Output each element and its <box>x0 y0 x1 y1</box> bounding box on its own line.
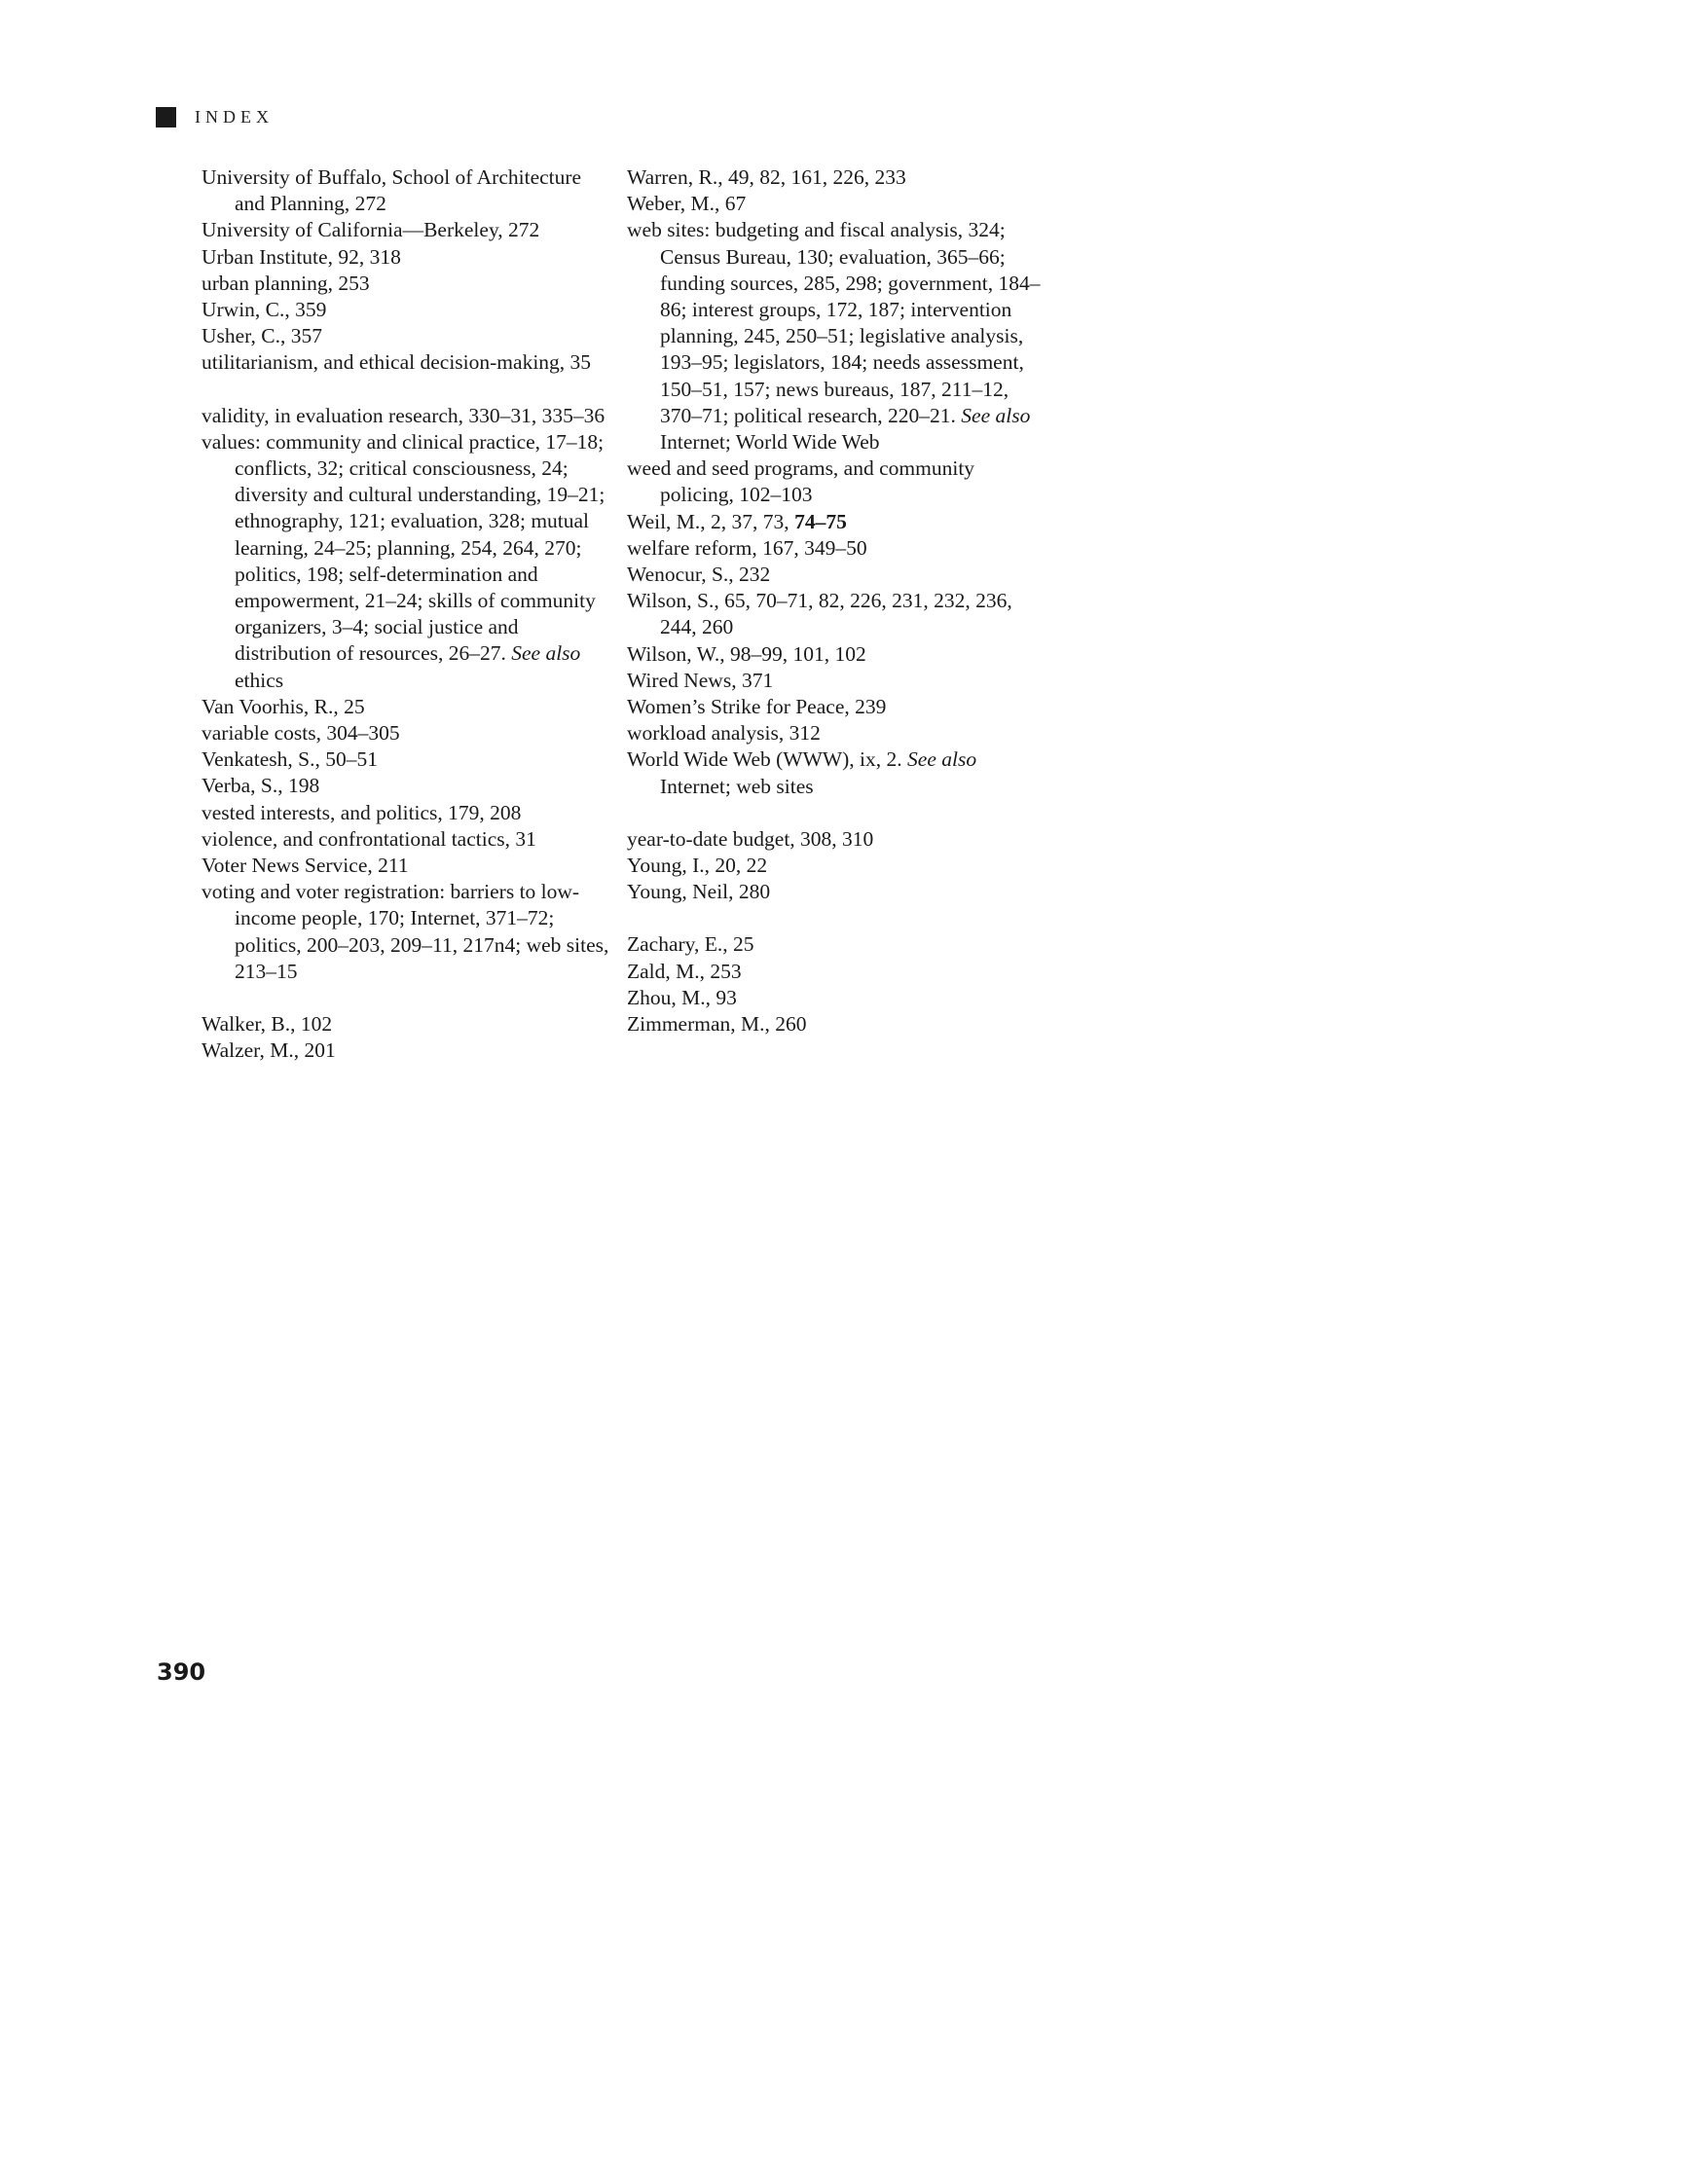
index-entry <box>627 720 1046 746</box>
index-entry <box>627 191 1046 217</box>
index-entry <box>202 720 610 746</box>
index-entry <box>627 509 1046 535</box>
index-entry-text: Urwin, C., 359 <box>202 298 327 322</box>
index-entry <box>202 349 610 376</box>
index-entry-text: web sites: budgeting and fiscal analysis, 324; Census Bureau, 130; evaluation, 365–66; funding sources, 285, 298; government, 184–86; interest groups, 172, 187; intervention planning, 245, 250–51; legislative analysis, 193–95; legislators, 184; needs assessment, 150–51, 157; news bureaus, 187, 211–12, 370–71; political research, 220–21. <box>627 218 1041 427</box>
index-entry <box>202 297 610 323</box>
index-entry-text: Zhou, M., 93 <box>627 985 737 1009</box>
letter-group-gap <box>627 800 1046 826</box>
index-entry <box>202 800 610 826</box>
index-entry-text: Women’s Strike for Peace, 239 <box>627 695 887 719</box>
index-entry-text: Zimmerman, M., 260 <box>627 1012 807 1037</box>
index-entry-text: University of Buffalo, School of Architecture and Planning, 272 <box>202 165 582 216</box>
index-column-right <box>627 164 1046 1037</box>
page-number: 390 <box>157 1658 206 1686</box>
index-entry <box>202 773 610 799</box>
index-entry-text: Van Voorhis, R., 25 <box>202 694 365 718</box>
index-entry-text: Weber, M., 67 <box>627 192 747 216</box>
letter-group-gap <box>202 377 610 403</box>
index-entry-text: workload analysis, 312 <box>627 721 821 746</box>
index-entry <box>627 746 1046 799</box>
index-entry-text: Venkatesh, S., 50–51 <box>202 747 378 772</box>
index-entry <box>627 668 1046 694</box>
index-entry-text: Verba, S., 198 <box>202 774 320 798</box>
index-entry <box>202 323 610 349</box>
index-entry-text: Warren, R., 49, 82, 161, 226, 233 <box>627 165 906 189</box>
index-entry <box>202 853 610 879</box>
see-also-label: See also <box>907 747 977 772</box>
index-entry <box>627 985 1046 1011</box>
see-also-target: Internet; World Wide Web <box>660 430 880 455</box>
index-entry <box>627 535 1046 562</box>
index-entry <box>627 879 1046 905</box>
index-entry <box>202 271 610 297</box>
index-entry-text: Zachary, E., 25 <box>627 932 754 957</box>
index-entry <box>627 455 1046 508</box>
see-also-label: See also <box>961 403 1031 427</box>
letter-group-gap <box>627 905 1046 931</box>
index-entry-text: Voter News Service, 211 <box>202 854 409 878</box>
index-entry <box>627 641 1046 668</box>
letter-group-gap <box>202 985 610 1011</box>
index-entry <box>202 1011 610 1037</box>
index-entry <box>627 562 1046 588</box>
index-entry <box>627 959 1046 985</box>
index-entry <box>202 217 610 243</box>
index-entry-text: violence, and confrontational tactics, 31 <box>202 826 536 851</box>
index-entry-text: utilitarianism, and ethical decision-making, 35 <box>202 350 592 375</box>
index-entry-text: year-to-date budget, 308, 310 <box>627 826 874 851</box>
index-entry-text: Wired News, 371 <box>627 668 774 692</box>
index-entry-text: values: community and clinical practice, 17–18; conflicts, 32; critical consciousness, 24; diversity and cultural understanding, 19–21; ethnography, 121; evaluation, 328; mutual learning, 24–25; planning, 254, 264, 270; politics, 198; self-determination and empowerment, 21–24; skills of community organizers, 3–4; social justice and distribution of resources, 26–27. <box>202 429 605 666</box>
index-entry-text: urban planning, 253 <box>202 271 370 295</box>
see-also-label: See also <box>511 641 581 666</box>
index-entry-text: World Wide Web (WWW), ix, 2. <box>627 747 908 772</box>
square-marker-icon <box>156 107 176 127</box>
running-head <box>156 105 274 128</box>
index-entry <box>627 826 1046 853</box>
running-head-label: INDEX <box>195 106 274 127</box>
index-entry <box>627 694 1046 720</box>
index-entry-text: Zald, M., 253 <box>627 959 742 983</box>
see-also-target: ethics <box>235 668 284 692</box>
index-entry <box>627 164 1046 191</box>
index-entry <box>627 1011 1046 1037</box>
index-entry-text: variable costs, 304–305 <box>202 721 400 746</box>
see-also-target: Internet; web sites <box>660 774 814 798</box>
index-entry <box>627 217 1046 455</box>
index-entry-text: University of California—Berkeley, 272 <box>202 218 540 242</box>
index-entry-text: voting and voter registration: barriers to low-income people, 170; Internet, 371–72; politics, 200–203, 209–11, 217n4; web sites, 213–15 <box>202 880 609 983</box>
index-entry-bold-pages: 74–75 <box>794 509 847 533</box>
index-entry-text: Walzer, M., 201 <box>202 1038 336 1063</box>
index-entry <box>202 746 610 773</box>
index-entry <box>202 403 610 429</box>
index-entry-text: Urban Institute, 92, 318 <box>202 244 401 269</box>
index-column-left <box>202 164 610 1065</box>
index-entry-text: Wilson, W., 98–99, 101, 102 <box>627 641 866 666</box>
index-entry-text: Wilson, S., 65, 70–71, 82, 226, 231, 232, 236, 244, 260 <box>627 589 1012 639</box>
index-entry <box>202 1037 610 1064</box>
index-entry <box>627 853 1046 879</box>
index-entry-text: welfare reform, 167, 349–50 <box>627 535 867 560</box>
index-entry-text: Usher, C., 357 <box>202 324 322 348</box>
index-entry <box>202 879 610 985</box>
index-entry-text: weed and seed programs, and community policing, 102–103 <box>627 456 975 507</box>
index-entry-text: Weil, M., 2, 37, 73, <box>627 509 795 533</box>
index-entry <box>202 429 610 694</box>
index-entry <box>202 244 610 271</box>
index-entry <box>627 931 1046 958</box>
index-entry <box>627 588 1046 640</box>
index-entry-text: vested interests, and politics, 179, 208 <box>202 800 522 824</box>
index-entry-text: validity, in evaluation research, 330–31, 335–36 <box>202 403 605 427</box>
index-entry <box>202 826 610 853</box>
index-entry <box>202 694 610 720</box>
index-entry-text: Young, I., 20, 22 <box>627 854 768 878</box>
index-entry-text: Walker, B., 102 <box>202 1012 333 1037</box>
index-entry-text: Wenocur, S., 232 <box>627 563 771 587</box>
index-entry-text: Young, Neil, 280 <box>627 880 771 904</box>
index-entry <box>202 164 610 217</box>
